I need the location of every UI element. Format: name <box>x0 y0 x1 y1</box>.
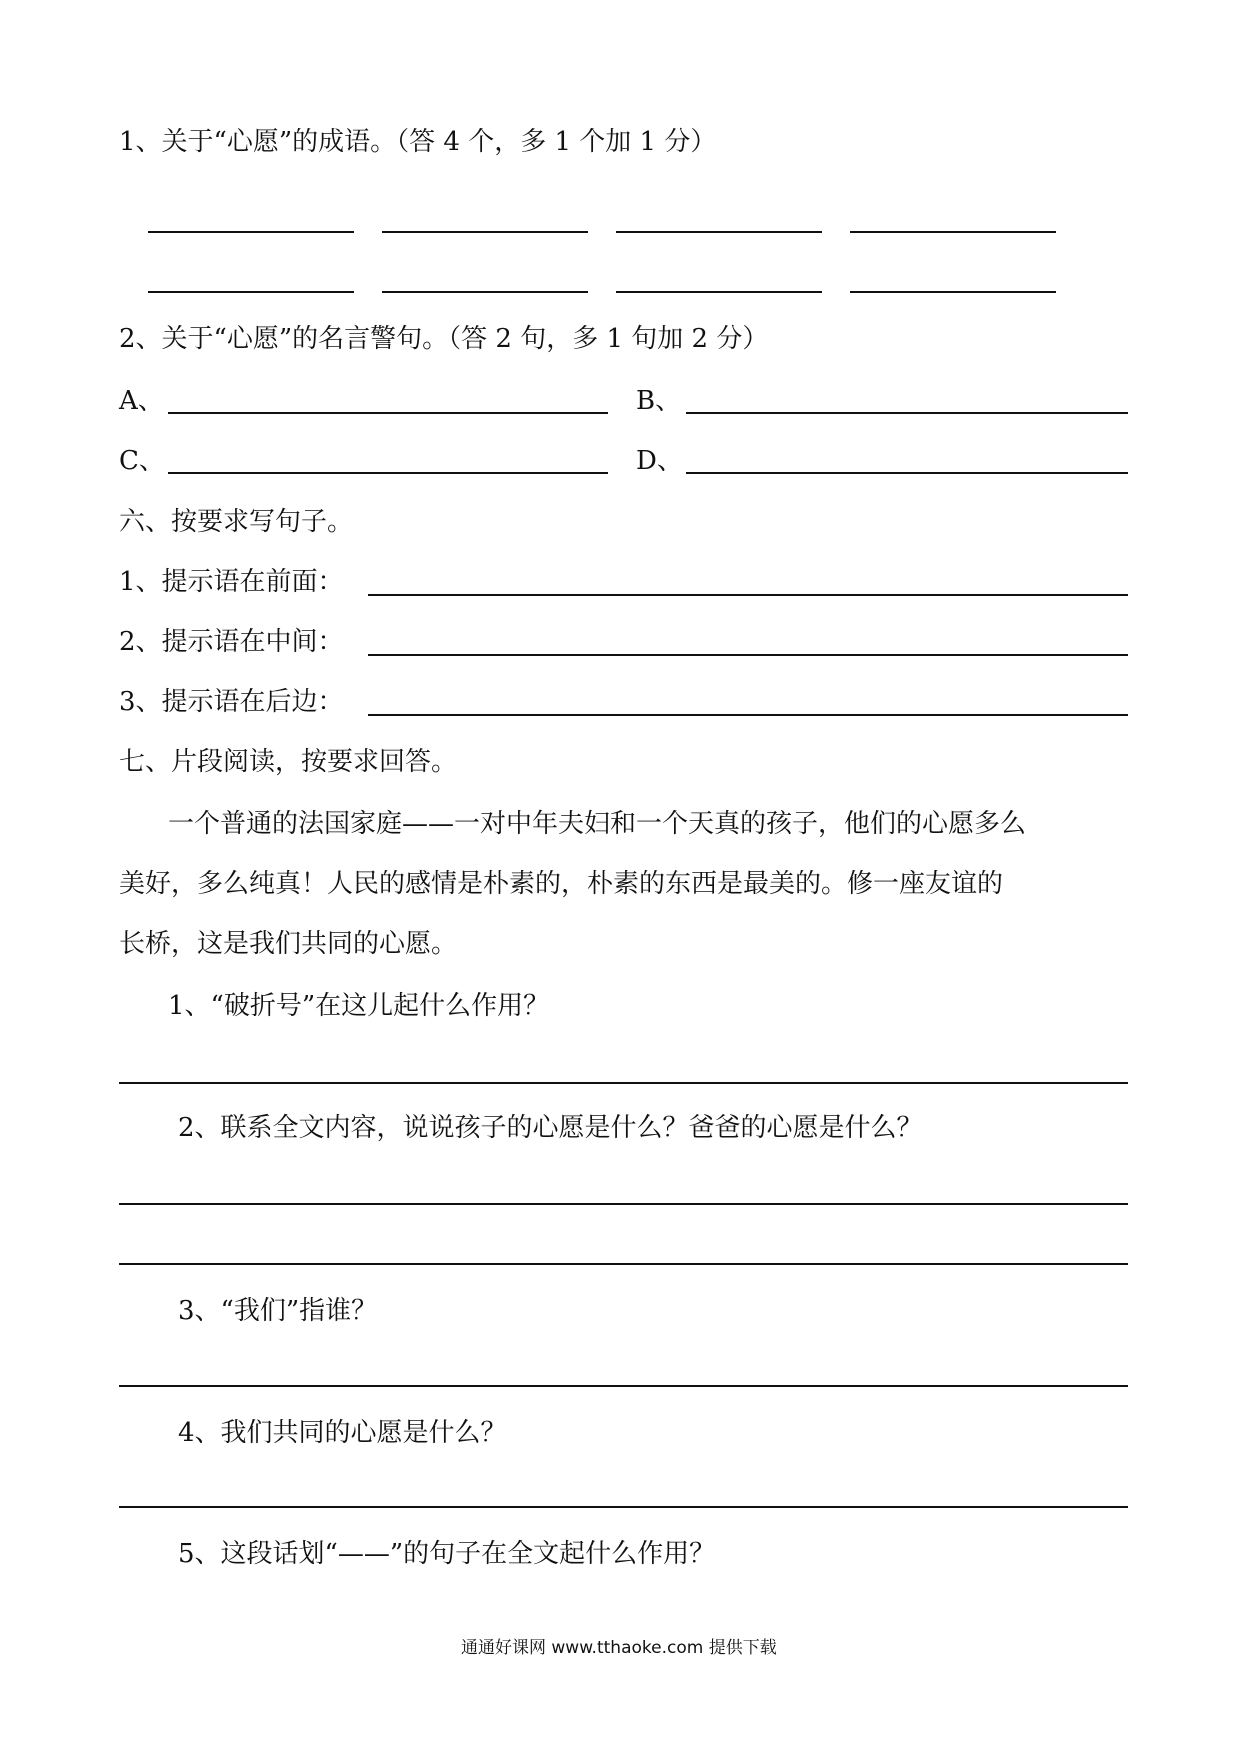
quote-answer-line-a[interactable] <box>168 412 608 414</box>
idiom-answer-line-3[interactable] <box>616 231 822 233</box>
idiom-question: 1、关于“心愿”的成语。（答 4 个，多 1 个加 1 分） <box>119 127 717 157</box>
quote-question: 2、关于“心愿”的名言警句。（答 2 句，多 1 句加 2 分） <box>119 324 769 354</box>
idiom-answer-line-1[interactable] <box>148 231 354 233</box>
quote-answer-line-b[interactable] <box>686 412 1128 414</box>
idiom-answer-line-8[interactable] <box>850 291 1056 293</box>
reading-question-3: 3、“我们”指谁？ <box>178 1296 378 1326</box>
idiom-answer-line-5[interactable] <box>148 291 354 293</box>
sentence-item-back: 3、提示语在后边： <box>119 687 344 717</box>
quote-answer-line-d[interactable] <box>686 472 1128 474</box>
sentence-answer-line-back[interactable] <box>368 714 1128 716</box>
section-7-heading: 七、片段阅读，按要求回答。 <box>119 747 458 777</box>
sentence-item-middle: 2、提示语在中间： <box>119 627 344 657</box>
sentence-answer-line-front[interactable] <box>368 594 1128 596</box>
passage-line-1: 一个普通的法国家庭——一对中年夫妇和一个天真的孩子，他们的心愿多么 <box>168 809 1027 839</box>
sentence-answer-line-middle[interactable] <box>368 654 1128 656</box>
quote-answer-line-c[interactable] <box>168 472 608 474</box>
reading-answer-line-2b[interactable] <box>119 1263 1128 1265</box>
idiom-answer-line-2[interactable] <box>382 231 588 233</box>
idiom-answer-line-7[interactable] <box>616 291 822 293</box>
reading-answer-line-2a[interactable] <box>119 1203 1128 1205</box>
reading-answer-line-1[interactable] <box>119 1082 1128 1084</box>
quote-label-a: A、 <box>119 386 164 416</box>
page-footer: 通通好课网 www.tthaoke.com 提供下载 <box>461 1638 777 1658</box>
reading-answer-line-4[interactable] <box>119 1506 1128 1508</box>
idiom-answer-line-4[interactable] <box>850 231 1056 233</box>
passage-line-2: 美好，多么纯真！人民的感情是朴素的，朴素的东西是最美的。修一座友谊的 <box>119 869 1004 899</box>
reading-question-4: 4、我们共同的心愿是什么？ <box>178 1418 507 1448</box>
reading-answer-line-3[interactable] <box>119 1385 1128 1387</box>
quote-label-b: B、 <box>636 386 682 416</box>
reading-question-1: 1、“破折号”在这儿起什么作用？ <box>168 991 550 1021</box>
idiom-answer-line-6[interactable] <box>382 291 588 293</box>
section-6-heading: 六、按要求写句子。 <box>119 507 354 537</box>
sentence-item-front: 1、提示语在前面： <box>119 567 344 597</box>
reading-question-2: 2、联系全文内容，说说孩子的心愿是什么？爸爸的心愿是什么？ <box>178 1113 923 1143</box>
passage-line-3: 长桥，这是我们共同的心愿。 <box>119 929 458 959</box>
reading-question-5: 5、这段话划“——”的句子在全文起什么作用？ <box>178 1539 716 1569</box>
quote-label-c: C、 <box>119 446 165 476</box>
quote-label-d: D、 <box>636 446 683 476</box>
